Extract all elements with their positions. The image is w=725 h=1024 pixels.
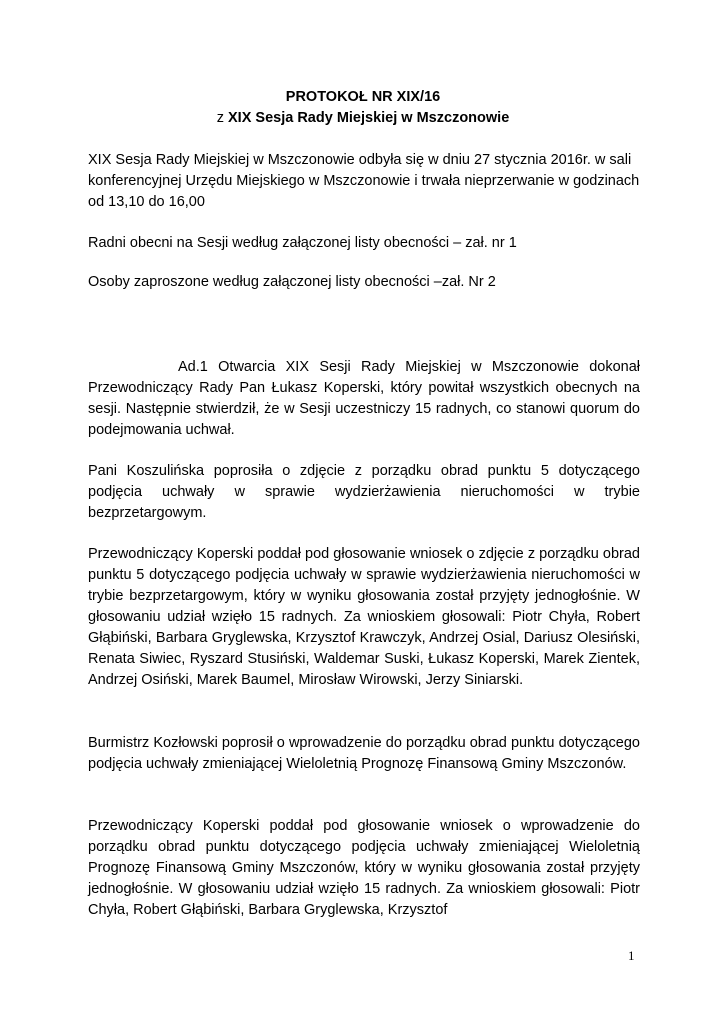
paragraph-vote-removal: Przewodniczący Koperski poddał pod głosowanie wniosek o zdjęcie z porządku obrad punktu 5 dotyczącego podjęcia uchwały w sprawie wydzierżawienia nieruchomości w trybie bezprzetargowym, który w wyniku głosowania został przyjęty jednogłośnie. W głosowaniu udział wzięło 15 radnych. Za wnioskiem głosowali: Piotr Chyła, Robert Głąbiński, Barbara Gryglewska, Krzysztof Krawczyk, Andrzej Osial, Dariusz Olesiński, Renata Siwiec, Ryszard Stusiński, Waldemar Suski, Łukasz Koperski, Marek Zientek, Andrzej Osiński, Marek Baumel, Mirosław Wirowski, Jerzy Siniarski. (88, 546, 640, 688)
paragraph-attendance-councillors: Radni obecni na Sesji według załączonej listy obecności – zał. nr 1 (88, 235, 517, 251)
paragraph-opening: Ad.1 Otwarcia XIX Sesji Rady Miejskiej w Mszczonowie dokonał Przewodniczący Rady Pan Łukasz Koperski, który powitał wszystkich obecnych na sesji. Następnie stwierdził, że w Sesji uczestniczy 15 radnych, co stanowi quorum do podejmowania uchwał. (88, 359, 640, 438)
paragraph-session-info: XIX Sesja Rady Miejskiej w Mszczonowie odbyła się w dniu 27 stycznia 2016r. w sali konferencyjnej Urzędu Miejskiego w Mszczonowie i trwała nieprzerwanie w godzinach od 13,10 do 16,00 (88, 152, 640, 210)
document-title (88, 87, 638, 129)
paragraph-attendance-guests: Osoby zaproszone według załączonej listy obecności –zał. Nr 2 (88, 274, 496, 290)
paragraph-request-removal: Pani Koszulińska poprosiła o zdjęcie z porządku obrad punktu 5 dotyczącego podjęcia uchwały w sprawie wydzierżawienia nieruchomości w trybie bezprzetargowym. (88, 463, 640, 521)
paragraph-vote-addition: Przewodniczący Koperski poddał pod głosowanie wniosek o wprowadzenie do porządku obrad punktu dotyczącego podjęcia uchwały zmieniającej Wieloletnią Prognozę Finansową Gminy Mszczonów, który w wyniku głosowania został przyjęty jednogłośnie. W głosowaniu udział wzięło 15 radnych. Za wnioskiem głosowali: Piotr Chyła, Robert Głąbiński, Barbara Gryglewska, Krzysztof (88, 818, 640, 918)
protocol-number-heading: PROTOKOŁ NR XIX/16 (285, 89, 441, 105)
subheading-prefix: z (216, 110, 224, 126)
session-subheading (88, 108, 638, 129)
page-number: 1 (628, 948, 635, 963)
subheading-session-name: XIX Sesja Rady Miejskiej w Mszczonowie (228, 110, 510, 126)
paragraph-request-addition: Burmistrz Kozłowski poprosił o wprowadzenie do porządku obrad punktu dotyczącego podjęcia uchwały zmieniającej Wieloletnią Prognozę Finansową Gminy Mszczonów. (88, 735, 640, 772)
